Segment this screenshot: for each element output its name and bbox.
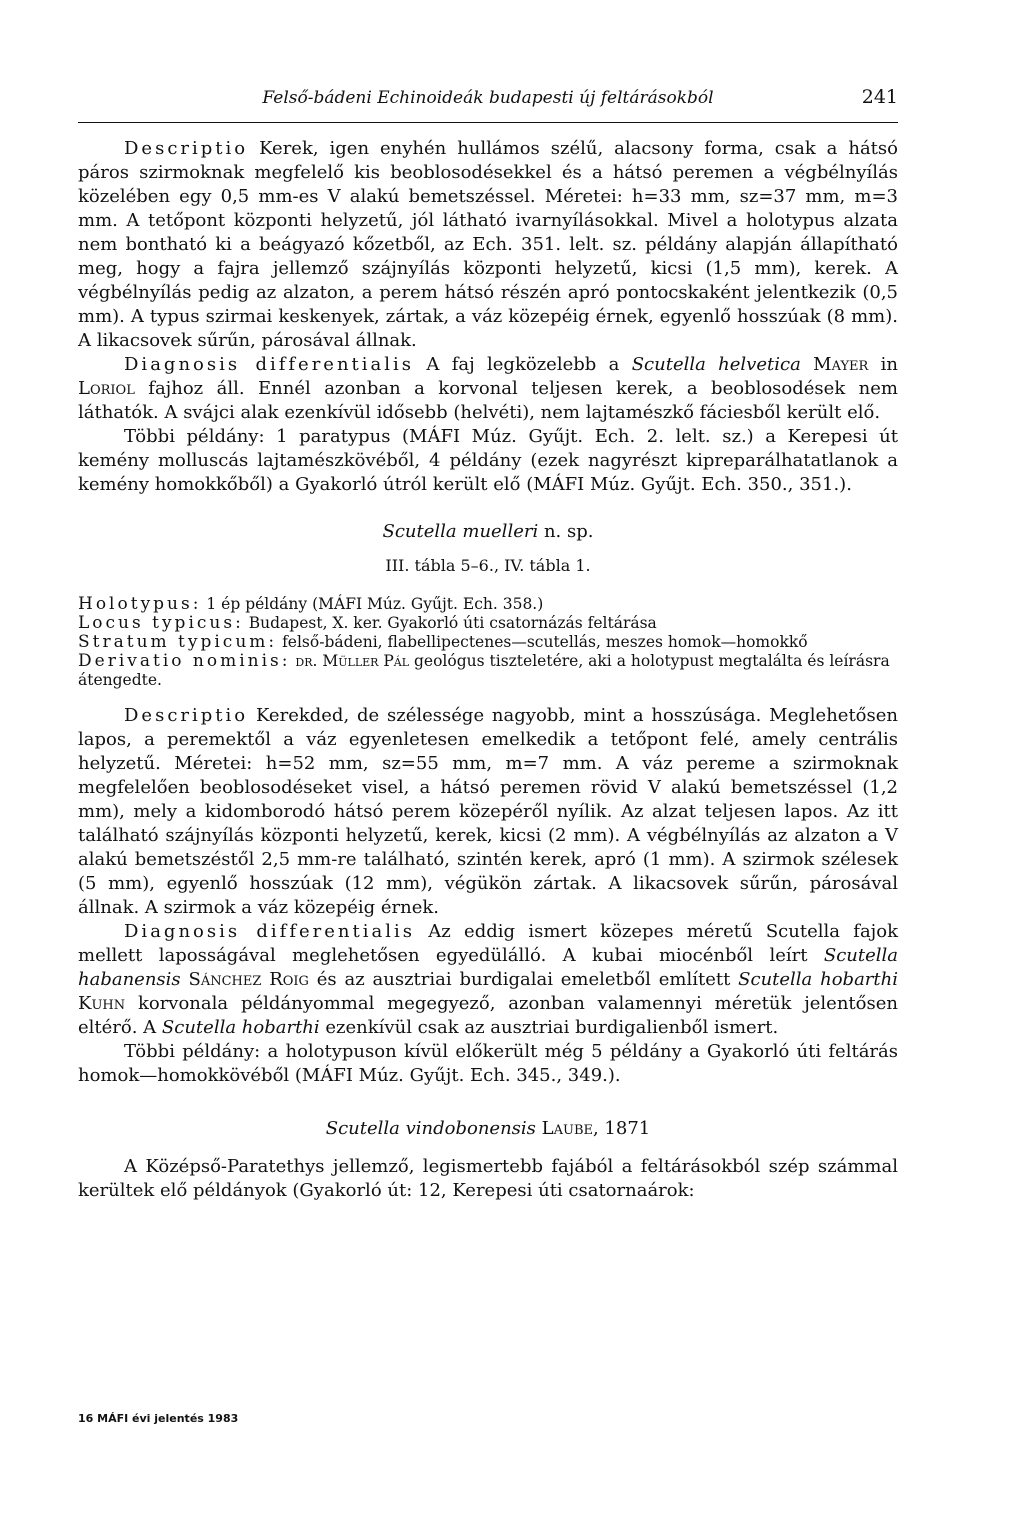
locus-label: Locus typicus: bbox=[78, 613, 244, 633]
header-rule bbox=[78, 122, 898, 123]
diagnosis-mid2-2: korvonala példányommal megegyező, azonban valamennyi méretük jelentősen eltérő. A bbox=[78, 993, 898, 1038]
locus-line bbox=[78, 614, 898, 633]
descriptio-label: Descriptio bbox=[124, 138, 249, 159]
diagnosis-author2: Loriol bbox=[78, 378, 135, 399]
holotypus-line bbox=[78, 595, 898, 614]
page-number: 241 bbox=[861, 86, 898, 108]
vindobonensis-paragraph: A Középső-Paratethys jellemző, legismertebb fajából a feltárásokból szép számmal kerültek elő példányok (Gyakorló út: 12, Kerepesi úti csatornaárok: bbox=[78, 1156, 898, 1201]
descriptio-paragraph-1 bbox=[78, 137, 898, 353]
diagnosis-mid-2: és az ausztriai burdigalai emeletből említett bbox=[316, 969, 731, 990]
diagnosis-species: Scutella helvetica bbox=[631, 354, 801, 375]
holotypus-label: Holotypus: bbox=[78, 594, 202, 614]
descriptio-text: Kerek, igen enyhén hullámos szélű, alacsony forma, csak a hátsó páros szirmoknak megfelelő kis beoblosodésekkel és a hátsó peremen a végbélnyílás közelében egy 0,5 mm-es V alakú bemetszéssel. Méretei: h=33 mm, sz=37 mm, m=3 mm. A tetőpont központi helyzetű, jól látható ivarnyílásokkal. Mivel a holotypus alzata nem bontható ki a beágyazó kőzetből, az Ech. 351. lelt. sz. példány alapján állapítható meg, hogy a fajra jellemző szájnyílás központi helyzetű, kicsi (1,5 mm), kerek. A végbélnyílás pedig az alzaton, a perem hátsó részén apró pontocskaként jelentkezik (0,5 mm). A typus szirmai keskenyek, zártak, a váz közepéig érnek, egyenlő hosszúak (8 mm). A likacsovek sűrűn, párosával állnak. bbox=[78, 138, 898, 351]
footer-imprint: 16 MÁFI évi jelentés 1983 bbox=[78, 1412, 239, 1425]
species-author-3: Laube bbox=[541, 1118, 593, 1139]
diagnosis-post: fajhoz áll. Ennél azonban a korvonal teljesen kerek, a beoblosodések nem láthatók. A svájci alak ezenkívül idősebb (helvéti), nem lajtamészkő fáciesből került elő. bbox=[78, 378, 898, 423]
species-suffix: n. sp. bbox=[543, 521, 594, 542]
diagnosis-author-sanchez: Sánchez Roig bbox=[188, 969, 309, 990]
derivatio-dr: dr. bbox=[295, 652, 318, 670]
spacer bbox=[78, 690, 898, 704]
species-heading-vindobonensis bbox=[78, 1118, 898, 1139]
diagnosis-author: Mayer bbox=[813, 354, 869, 375]
descriptio-paragraph-2 bbox=[78, 704, 898, 920]
tobbi-paragraph-2: Többi példány: a holotypuson kívül előkerült még 5 példány a Gyakorló úti feltárás homok—homokkövéből (MÁFI Múz. Gyűjt. Ech. 345., 349.). bbox=[78, 1041, 898, 1086]
derivatio-text: geológus tiszteletére, aki a holotypust megtalálta és leírásra átengedte. bbox=[78, 652, 890, 689]
running-head bbox=[78, 84, 898, 118]
running-title: Felső-bádeni Echinoideák budapesti új feltárásokból bbox=[262, 88, 714, 108]
diagnosis-paragraph-2 bbox=[78, 920, 898, 1040]
species-name: Scutella muelleri bbox=[382, 521, 539, 542]
diagnosis-in: in bbox=[880, 354, 899, 375]
diagnosis-species-hobarthi: Scutella hobarthi bbox=[738, 969, 898, 990]
diagnosis-pre-2: Az eddig ismert közepes méretű Scutella fajok mellett laposságával meglehetősen egyedülálló. A kubai miocénből leírt bbox=[78, 921, 898, 966]
diagnosis-label: Diagnosis differentialis bbox=[124, 354, 415, 375]
stratum-label: Stratum typicum: bbox=[78, 632, 278, 652]
species-year-3: , 1871 bbox=[592, 1118, 651, 1139]
plate-reference: III. tábla 5–6., IV. tábla 1. bbox=[385, 556, 591, 575]
species-heading-muelleri bbox=[78, 521, 898, 542]
diagnosis-species-habanensis: Scutella habanensis bbox=[78, 945, 898, 990]
diagnosis-label-2: Diagnosis differentialis bbox=[124, 921, 415, 942]
diagnosis-post-2: ezenkívül csak az ausztriai burdigalienből ismert. bbox=[325, 1017, 779, 1038]
diagnosis-paragraph-1 bbox=[78, 353, 898, 425]
stratum-text: felső-bádeni, flabellipectenes—scutellás, meszes homok—homokkő bbox=[282, 633, 808, 651]
page bbox=[78, 84, 898, 1203]
holotypus-text: 1 ép példány (MÁFI Múz. Gyűjt. Ech. 358.) bbox=[206, 595, 544, 613]
descriptio-text-2: Kerekded, de szélessége nagyobb, mint a hosszúsága. Meglehetősen lapos, a peremektől a váz egyenletesen emelkedik a tetőpont felé, amely centrális helyzetű. Méretei: h=52 mm, sz=55 mm, m=7 mm. A váz pereme a szirmoknak megfelelően beoblosodéseket visel, a hátsó peremen rövid V alakú bemetszéssel (1,2 mm), mely a kidomborodó hátsó perem közepéről nyílik. Az alzat teljesen lapos. Az itt található szájnyílás központi helyzetű, kerek, kicsi (2 mm). A végbélnyílás az alzaton a V alakú bemetszéstől 2,5 mm-re található, szintén kerek, apró (1 mm). A szirmok szélesek (5 mm), egyenlő hosszúak (12 mm), végükön zártak. A likacsovek sűrűn, párosával állnak. A szirmok a váz közepéig érnek. bbox=[78, 705, 898, 918]
stratum-line bbox=[78, 633, 898, 652]
diagnosis-pre: A faj legközelebb a bbox=[426, 354, 620, 375]
derivatio-line bbox=[78, 652, 898, 690]
locus-text: Budapest, X. ker. Gyakorló úti csatornázás feltárása bbox=[248, 614, 657, 632]
derivatio-name: Müller Pál bbox=[322, 652, 410, 670]
diagnosis-species-hobarthi-2: Scutella hobarthi bbox=[161, 1017, 320, 1038]
tobbi-paragraph-1: Többi példány: 1 paratypus (MÁFI Múz. Gyűjt. Ech. 2. lelt. sz.) a Kerepesi út kemény molluscás lajtamészkövéből, 4 példány (ezek nagyrészt kipreparálhatatlanok a kemény homokkőből) a Gyakorló útról került elő (MÁFI Múz. Gyűjt. Ech. 350., 351.). bbox=[78, 426, 898, 495]
diagnosis-author-kuhn: Kuhn bbox=[78, 993, 126, 1014]
descriptio-label-2: Descriptio bbox=[124, 705, 249, 726]
derivatio-label: Derivatio nominis: bbox=[78, 651, 291, 671]
species-name-3: Scutella vindobonensis bbox=[325, 1118, 536, 1139]
